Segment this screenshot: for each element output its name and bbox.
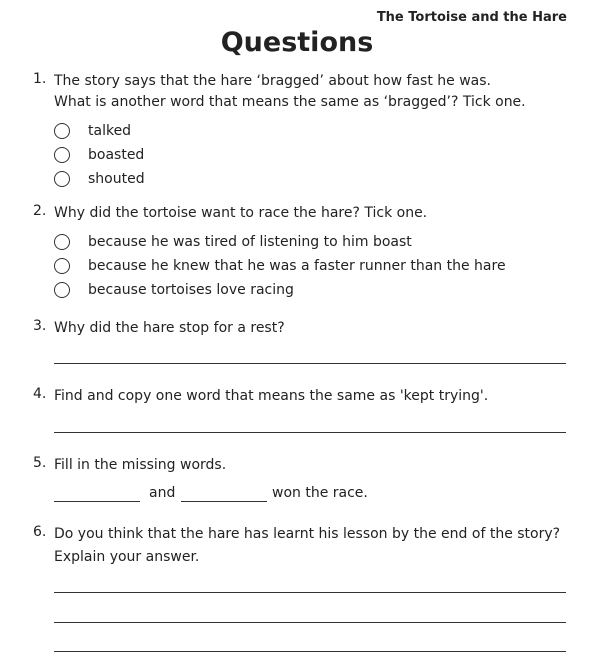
question-2-option-2[interactable] [54, 255, 506, 276]
question-6-text-line-2: Explain your answer. [54, 549, 200, 565]
question-5-text: Fill in the missing words. [54, 457, 227, 473]
question-6-answer-line-2[interactable] [54, 622, 566, 623]
option-label: boasted [88, 146, 145, 163]
radio-circle-icon[interactable] [54, 258, 70, 274]
question-4-answer-line[interactable] [54, 432, 566, 433]
radio-circle-icon[interactable] [54, 123, 70, 139]
question-2-option-3[interactable] [54, 279, 294, 300]
option-label: because he knew that he was a faster runner than the hare [88, 257, 506, 274]
question-6-text-line-1: Do you think that the hare has learnt his lesson by the end of the story? [54, 526, 561, 542]
option-label: because tortoises love racing [88, 281, 294, 298]
question-6-number: 6. [33, 524, 47, 540]
question-3-number: 3. [33, 318, 47, 334]
question-4-text: Find and copy one word that means the same as 'kept trying'. [54, 388, 489, 404]
question-2-option-1[interactable] [54, 231, 412, 252]
page-title: Questions [220, 27, 374, 58]
question-1-option-1[interactable] [54, 120, 131, 141]
question-1-text-line-1: The story says that the hare ‘bragged’ about how fast he was. [54, 73, 491, 89]
question-1-number: 1. [33, 71, 47, 87]
question-3-text: Why did the hare stop for a rest? [54, 320, 285, 336]
question-1-option-2[interactable] [54, 144, 144, 165]
question-6-answer-line-1[interactable] [54, 592, 566, 593]
radio-circle-icon[interactable] [54, 282, 70, 298]
radio-circle-icon[interactable] [54, 147, 70, 163]
question-1-text-line-2: What is another word that means the same as ‘bragged’? Tick one. [54, 94, 526, 110]
question-4-number: 4. [33, 386, 47, 402]
question-5-blank-2[interactable] [181, 501, 267, 502]
question-1-option-3[interactable] [54, 168, 145, 189]
question-2-number: 2. [33, 203, 47, 219]
question-5-blank-1[interactable] [54, 501, 140, 502]
option-label: because he was tired of listening to him boast [88, 233, 412, 250]
question-5-connector: and [149, 485, 176, 501]
question-5-ending: won the race. [272, 485, 368, 501]
option-label: talked [88, 122, 132, 139]
question-3-answer-line[interactable] [54, 363, 566, 364]
question-6-answer-line-3[interactable] [54, 651, 566, 652]
radio-circle-icon[interactable] [54, 234, 70, 250]
story-title: The Tortoise and the Hare [376, 10, 567, 25]
option-label: shouted [88, 170, 145, 187]
radio-circle-icon[interactable] [54, 171, 70, 187]
question-5-number: 5. [33, 455, 47, 471]
question-2-text: Why did the tortoise want to race the hare? Tick one. [54, 205, 428, 221]
